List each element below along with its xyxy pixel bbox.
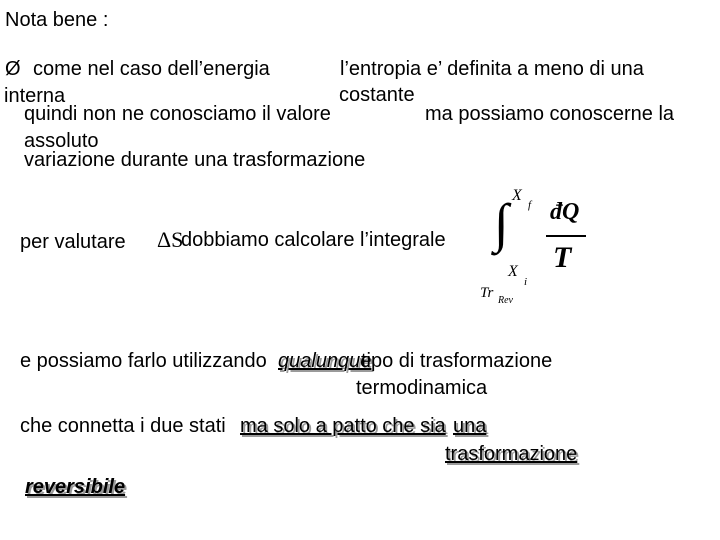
- text-unknown-value: quindi non ne conosciamo il valore: [24, 103, 331, 125]
- fraction-bar: [546, 235, 586, 237]
- bullet-arrow-icon: Ø: [5, 58, 21, 80]
- text-entropy-defined: l’entropia e’ definita a meno di una: [340, 58, 644, 80]
- path-label: Tr: [480, 285, 494, 301]
- fraction-denominator: T: [553, 241, 572, 274]
- delta-s-symbol: ΔS: [157, 227, 184, 252]
- lower-limit: X: [508, 263, 518, 280]
- text-calculate-integral: dobbiamo calcolare l’integrale: [181, 229, 446, 251]
- text-energy-case: come nel caso dell’energia: [33, 58, 270, 80]
- text-interna: interna: [4, 85, 66, 107]
- path-label-subscript: Rev: [498, 295, 513, 306]
- entropy-integral-formula: [470, 185, 600, 310]
- text-only-if: ma solo a patto che sia: [240, 415, 446, 437]
- lower-limit-subscript: i: [524, 276, 528, 288]
- upper-limit: X: [512, 187, 522, 204]
- text-to-evaluate: per valutare: [20, 231, 126, 253]
- integral-sign: ∫: [494, 193, 509, 253]
- text-una: una: [453, 415, 487, 437]
- fraction-numerator: đQ: [550, 199, 580, 225]
- note-title: Nota bene :: [5, 9, 109, 31]
- text-can-know: ma possiamo conoscerne la: [425, 103, 675, 125]
- text-reversibile: reversibile: [25, 476, 126, 498]
- text-assoluto: assoluto: [24, 130, 99, 152]
- text-termodinamica: termodinamica: [356, 377, 488, 399]
- text-use-any: e possiamo farlo utilizzando: [20, 350, 267, 372]
- upper-limit-subscript: f: [528, 199, 532, 211]
- text-connects-states: che connetta i due stati: [20, 415, 226, 437]
- text-variation: variazione durante una trasformazione: [24, 149, 366, 171]
- text-costante: costante: [339, 84, 415, 106]
- text-qualunque: qualunque: [278, 350, 372, 372]
- text-transformation-type: tipo di trasformazione: [361, 350, 553, 372]
- text-trasformazione: trasformazione: [445, 443, 578, 465]
